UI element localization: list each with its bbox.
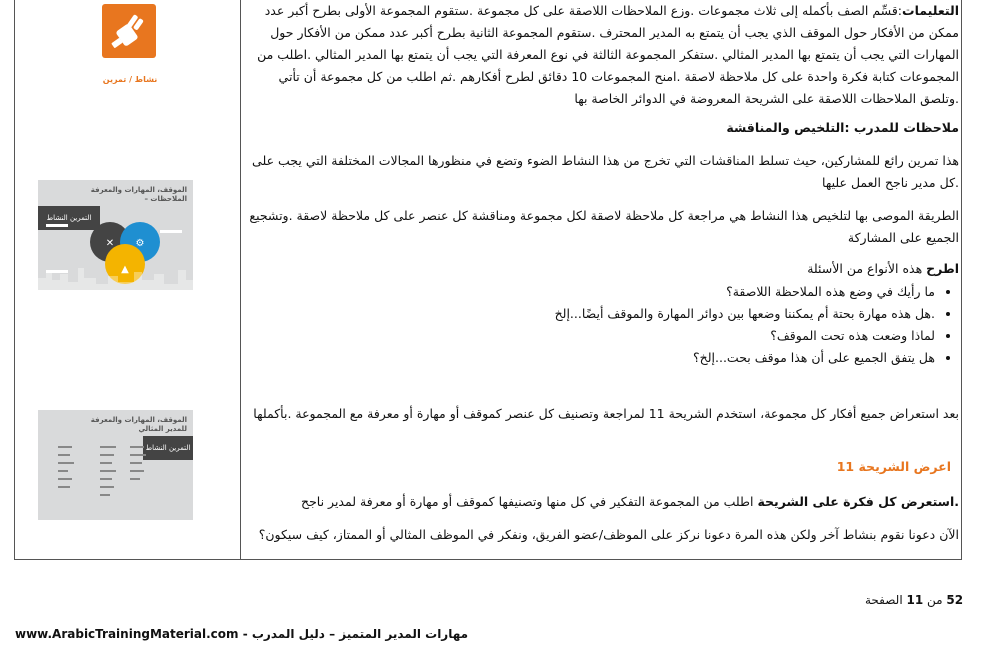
activity-label: نشاط / تمرين [102, 75, 158, 84]
svg-text:⚙: ⚙ [135, 238, 145, 249]
instructions-label: التعليمات [902, 3, 959, 18]
list-item: • .هل هذه مهارة بحتة أم يمكننا وضعها بين دوائر المهارة والموقف أيضًا...إلخ [235, 303, 935, 325]
present-line [249, 491, 959, 513]
paragraph-2: الطريقة الموصى بها لتلخيص هذا النشاط هي مراجعة كل ملاحظة لاصقة لكل مجموعة ومناقشة كل عنصر على كل ملاحظة لاصقة .وتشجيع الجميع على المشاركة [249, 208, 959, 245]
paragraph-4: الآن دعونا نقوم بنشاط آخر ولكن هذه المرة دعونا نركز على الموظف/عضو الفريق، ونفكر في الموظف المثالي أو الممتاز، كيف سيكون؟ [258, 527, 959, 542]
slide-heading: اعرض الشريحة 11 [836, 459, 951, 474]
skyline-decoration [38, 264, 193, 290]
instructions-paragraph [249, 0, 959, 110]
ask-line [249, 258, 959, 280]
footer-credit: www.ArabicTrainingMaterial.com - مهارات المدير المتميز – دليل المدرب [15, 627, 469, 641]
slide-1-banner: التمرين النشاط [38, 206, 100, 230]
trainer-notes-heading: ملاحظات للمدرب :التلخيص والمناقشة [726, 120, 959, 135]
question-list [235, 281, 959, 369]
ask-rest: هذه الأنواع من الأسئلة [807, 261, 927, 276]
svg-text:✕: ✕ [105, 238, 115, 249]
left-column [15, 0, 240, 560]
list-item: • لماذا وضعت هذه تحت الموقف؟ [235, 325, 935, 347]
list-item: • هل يتفق الجميع على أن هذا موقف بحت...إلخ؟ [235, 347, 935, 369]
column-divider [240, 0, 241, 560]
slide-1-title: الموقف، المهارات والمعرفة الملاحظات – [90, 186, 187, 203]
paragraph-3: بعد استعراض جميع أفكار كل مجموعة، استخدم الشريحة 11 لمراجعة وتصنيف كل عنصر كموقف أو مهارة أو معرفة مع المجموعة .بأكملها [253, 406, 959, 421]
slide-thumbnail-2 [38, 410, 193, 520]
page-number: 52 من 11 الصفحة [865, 593, 964, 607]
hand-tool-icon [102, 4, 156, 58]
slide-2-banner: التمرين النشاط [143, 436, 193, 460]
slide-2-text-columns [38, 410, 193, 520]
present-rest: اطلب من المجموعة التفكير في كل منها وتصنيفها كموقف أو مهارة أو معرفة لمدير ناجح [301, 494, 758, 509]
instructions-body: :قسِّم الصف بأكمله إلى ثلاث مجموعات .وزع الملاحظات اللاصقة على كل مجموعة .ستقوم المجموعة الأولى بطرح أكبر عدد ممكن من الأفكار حول الموقف الذي يجب أن يتمتع به المدير المحترف .ستقوم المجموعة الثانية بطرح أكبر عدد ممكن من الأفكار حول المهارات التي يجب أن يتمتع بها المدير المثالي .ستفكر المجموعة الثالثة في نوع المعرفة التي يجب أن يتمتع بها المدير المثالي .اطلب من المجموعات كتابة فكرة واحدة على كل ملاحظة لاصقة .امنح المجموعات 10 دقائق لطرح أفكارهم .ثم اطلب من كل مجموعة أن تأتي .وتلصق الملاحظات اللاصقة على الشريحة المعروضة في الدوائر الخاصة بها [257, 3, 959, 106]
paragraph-1: هذا تمرين رائع للمشاركين، حيث تسلط المناقشات التي تخرج من هذا النشاط الضوء وتضع في منظورها المجالات المختلفة التي يجب على .كل مدير ناجح العمل عليها [252, 153, 959, 190]
svg-text:▲: ▲ [121, 264, 129, 275]
slide-2-title: الموقف، المهارات والمعرفة للمدير المثالي [90, 416, 187, 433]
content-table [14, 0, 962, 560]
slide-thumbnail-1 [38, 180, 193, 290]
ask-bold: اطرح [926, 261, 959, 276]
list-item: • ما رأيك في وضع هذه الملاحظة اللاصقة؟ [235, 281, 935, 303]
present-bold: .استعرض كل فكرة على الشريحة [757, 494, 959, 509]
